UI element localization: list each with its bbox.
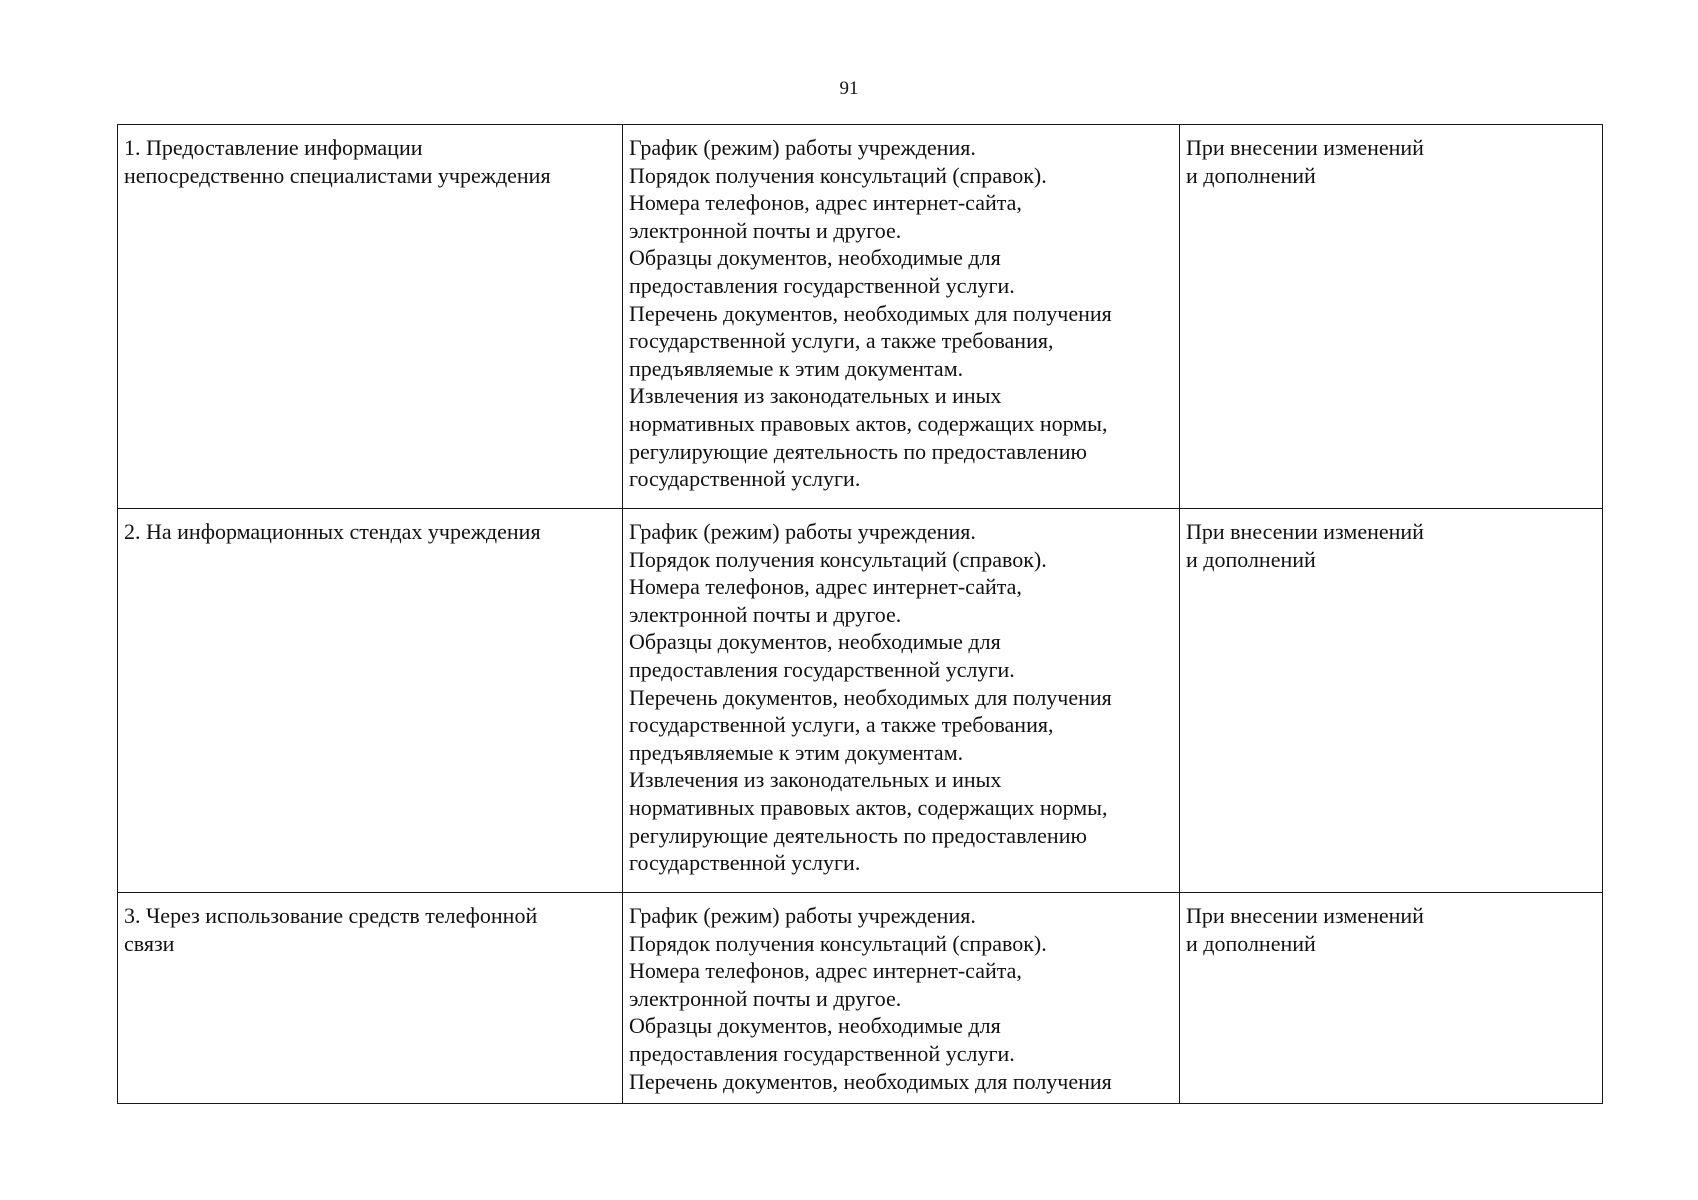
content-text: График (режим) работы учреждения. — [629, 519, 976, 544]
content-text: электронной почты и другое. — [629, 601, 902, 627]
content-text: Извлечения из законодательных и иных — [629, 383, 1002, 409]
method-text: непосредственно специалистами учреждения — [124, 162, 551, 188]
content-text: предоставления государственной услуги. — [629, 1040, 1015, 1066]
content-cell — [623, 893, 1180, 1104]
content-text: Извлечения из законодательных и иных — [629, 767, 1002, 793]
table-row — [118, 125, 1603, 509]
information-table — [117, 124, 1603, 1104]
content-text: регулирующие деятельность по предоставлению — [629, 822, 1087, 848]
method-cell — [118, 893, 623, 1104]
update-text: и дополнений — [1186, 162, 1316, 188]
content-cell — [623, 125, 1180, 509]
update-text: и дополнений — [1186, 930, 1316, 956]
page-number: 91 — [839, 78, 859, 99]
content-cell — [623, 509, 1180, 893]
content-text: Номера телефонов, адрес интернет-сайта, — [629, 958, 1022, 984]
update-text: и дополнений — [1186, 546, 1316, 572]
table-row — [118, 509, 1603, 893]
content-text: Номера телефонов, адрес интернет-сайта, — [629, 190, 1022, 216]
content-text: Образцы документов, необходимые для — [629, 1013, 1001, 1039]
content-text: регулирующие деятельность по предоставлению — [629, 438, 1087, 464]
update-text: При внесении изменений — [1186, 903, 1424, 928]
method-text: 1. Предоставление информации — [124, 135, 423, 160]
content-text: График (режим) работы учреждения. — [629, 903, 976, 928]
content-text: нормативных правовых актов, содержащих нормы, — [629, 794, 1108, 820]
content-text: Образцы документов, необходимые для — [629, 629, 1001, 655]
content-text: Перечень документов, необходимых для получения — [629, 300, 1112, 326]
content-text: государственной услуги. — [629, 850, 861, 876]
method-text: 2. На информационных стендах учреждения — [124, 519, 541, 544]
content-text: нормативных правовых актов, содержащих нормы, — [629, 410, 1108, 436]
method-cell — [118, 125, 623, 509]
update-cell — [1180, 125, 1603, 509]
update-text: При внесении изменений — [1186, 519, 1424, 544]
content-text: Порядок получения консультаций (справок). — [629, 546, 1047, 572]
content-text: государственной услуги, а также требования, — [629, 328, 1054, 354]
content-text: Образцы документов, необходимые для — [629, 245, 1001, 271]
table-row — [118, 893, 1603, 1104]
method-text: связи — [124, 930, 175, 956]
content-text: предъявляемые к этим документам. — [629, 355, 964, 381]
update-cell — [1180, 893, 1603, 1104]
content-text: Порядок получения консультаций (справок). — [629, 162, 1047, 188]
content-text: электронной почты и другое. — [629, 217, 902, 243]
method-text: 3. Через использование средств телефонной — [124, 903, 538, 928]
method-cell — [118, 509, 623, 893]
content-text: Номера телефонов, адрес интернет-сайта, — [629, 574, 1022, 600]
content-text: электронной почты и другое. — [629, 985, 902, 1011]
content-text: предоставления государственной услуги. — [629, 656, 1015, 682]
content-text: предъявляемые к этим документам. — [629, 739, 964, 765]
content-text: График (режим) работы учреждения. — [629, 135, 976, 160]
content-text: предоставления государственной услуги. — [629, 272, 1015, 298]
content-text: государственной услуги. — [629, 466, 861, 492]
update-cell — [1180, 509, 1603, 893]
update-text: При внесении изменений — [1186, 135, 1424, 160]
content-text: Перечень документов, необходимых для получения — [629, 684, 1112, 710]
content-text: государственной услуги, а также требования, — [629, 712, 1054, 738]
content-text: Порядок получения консультаций (справок). — [629, 930, 1047, 956]
content-text: Перечень документов, необходимых для получения — [629, 1068, 1112, 1094]
